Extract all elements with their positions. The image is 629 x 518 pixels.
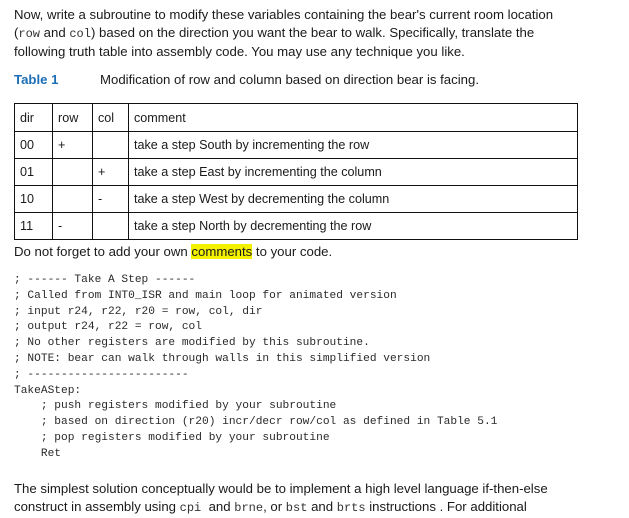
bottom-text-e: instructions . For additional bbox=[365, 499, 527, 514]
cell-comment: take a step West by decrementing the column bbox=[129, 186, 578, 213]
reminder-after: to your code. bbox=[252, 244, 333, 259]
intro-line-1: Now, write a subroutine to modify these variables containing the bear's current room location bbox=[14, 7, 554, 22]
header-dir: dir bbox=[15, 104, 53, 132]
table-caption-text: Modification of row and column based on direction bear is facing. bbox=[100, 72, 479, 87]
cell-row: + bbox=[53, 132, 93, 159]
truth-table bbox=[14, 103, 578, 240]
bottom-text-c: , or bbox=[263, 499, 286, 514]
table-row bbox=[15, 186, 578, 213]
reminder-before: Do not forget to add your own bbox=[14, 244, 192, 259]
cell-comment: take a step North by decrementing the row bbox=[129, 213, 578, 240]
table-header-row bbox=[15, 104, 578, 132]
bottom-paragraph bbox=[14, 480, 614, 517]
table-row bbox=[15, 213, 578, 240]
cell-dir: 01 bbox=[15, 159, 53, 186]
highlighted-comments: comments bbox=[191, 244, 253, 259]
cell-comment: take a step East by incrementing the column bbox=[129, 159, 578, 186]
cell-col bbox=[93, 213, 129, 240]
cell-comment: take a step South by incrementing the row bbox=[129, 132, 578, 159]
intro-paragraph bbox=[14, 6, 614, 61]
bottom-text-b: and bbox=[201, 499, 235, 514]
code-brne: brne bbox=[234, 501, 264, 515]
header-row: row bbox=[53, 104, 93, 132]
cell-col bbox=[93, 132, 129, 159]
table-row bbox=[15, 132, 578, 159]
intro-line-3: following truth table into assembly code. You may use any technique you like. bbox=[14, 44, 465, 59]
reminder-line bbox=[14, 244, 332, 259]
cell-dir: 11 bbox=[15, 213, 53, 240]
code-col: col bbox=[69, 27, 91, 41]
cell-dir: 10 bbox=[15, 186, 53, 213]
cell-row: - bbox=[53, 213, 93, 240]
intro-paren-open: ( bbox=[14, 25, 19, 40]
header-comment: comment bbox=[129, 104, 578, 132]
bottom-text-d: and bbox=[307, 499, 337, 514]
table-number: Table 1 bbox=[14, 72, 59, 87]
cell-col: + bbox=[93, 159, 129, 186]
code-bst: bst bbox=[285, 501, 308, 515]
table-caption bbox=[14, 72, 479, 87]
bottom-text-a: construct in assembly using bbox=[14, 499, 180, 514]
cell-row bbox=[53, 186, 93, 213]
bottom-line-1: The simplest solution conceptually would be to implement a high level language if-then-else bbox=[14, 481, 548, 496]
table-row bbox=[15, 159, 578, 186]
cell-row bbox=[53, 159, 93, 186]
code-cpi: cpi bbox=[179, 501, 202, 515]
intro-line-2-rest: ) based on the direction you want the bear to walk. Specifically, translate the bbox=[90, 25, 535, 40]
code-row: row bbox=[18, 27, 41, 41]
intro-and: and bbox=[40, 25, 70, 40]
cell-dir: 00 bbox=[15, 132, 53, 159]
header-col: col bbox=[93, 104, 129, 132]
code-block: ; ------ Take A Step ------ ; Called from INT0_ISR and main loop for animated version ; input r24, r22, r20 = row, col, dir ; output r24, r22 = row, col ; No other registers are modified by this subroutine. ; NOTE: bear can walk through walls in this simplified version ; ------------------------ TakeAStep: ; push registers modified by your subroutine ; based on direction (r20) incr/decr row/col as defined in Table 5.1 ; pop registers modified by your subroutine Ret bbox=[14, 274, 498, 460]
bottom-line-2 bbox=[14, 498, 614, 517]
code-brts: brts bbox=[336, 501, 366, 515]
intro-line-2 bbox=[14, 24, 614, 43]
cell-col: - bbox=[93, 186, 129, 213]
